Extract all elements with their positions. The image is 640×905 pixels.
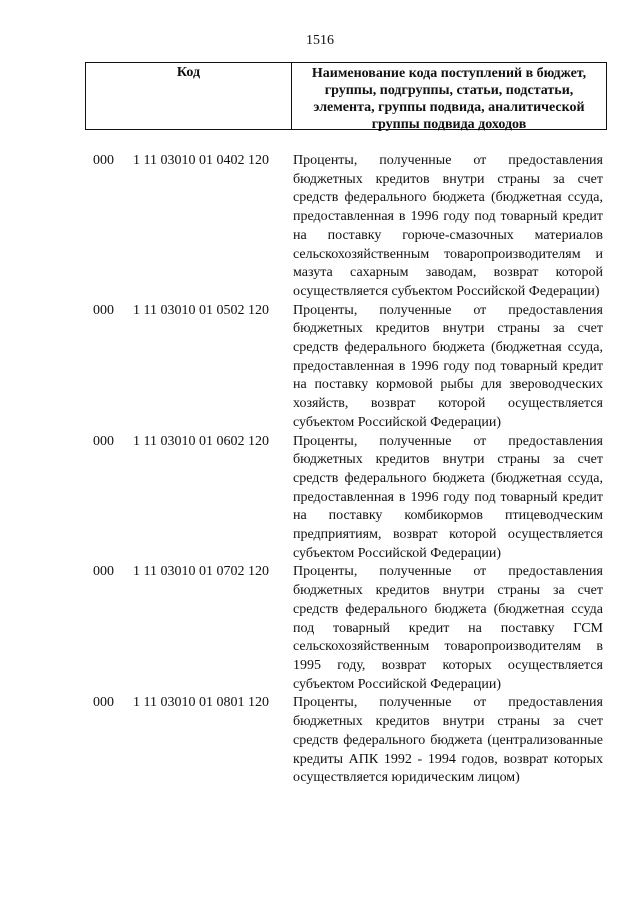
page-number: 1516 [306, 33, 334, 48]
entry-row [0, 694, 640, 788]
entry-code: 1 11 03010 01 0602 120 [133, 433, 269, 449]
entry-prefix: 000 [93, 695, 114, 711]
entry-code: 1 11 03010 01 0402 120 [133, 153, 269, 168]
entry-description: Проценты, полученные от предоставления бюджетных кредитов внутри страны за счет средств федерального бюджета (бюджетная ссуда, предоставленная в 1996 году под товарный кредит на поставку кормовой рыбы для звероводческих хозяйств, возврат которой осуществляется субъектом Российской Федерации) [293, 302, 603, 430]
entry-prefix: 000 [93, 302, 114, 318]
entry-prefix: 000 [93, 433, 114, 449]
header-code-label: Код [176, 65, 201, 80]
header-name-label: Наименование кода поступлений в бюджет, группы, подгруппы, статьи, подстатьи, элемента, группы подвида, аналитической группы подвида доходов [311, 66, 587, 132]
entry-row [0, 433, 640, 564]
entry-description: Проценты, полученные от предоставления бюджетных кредитов внутри страны за счет средств федерального бюджета (бюджетная ссуда, предоставленная в 1996 году под товарный кредит на поставку горюче-смазочных материалов сельскохозяйственным товаропроизводителям и мазута сахарным заводам, возврат которой осуществляется субъектом Российской Федерации) [293, 153, 603, 299]
entry-row [0, 302, 640, 433]
entry-prefix: 000 [93, 153, 114, 168]
entry-code: 1 11 03010 01 0702 120 [133, 564, 269, 580]
entry-description: Проценты, полученные от предоставления бюджетных кредитов внутри страны за счет средств федерального бюджета (бюджетная ссуда, предоставленная в 1996 году под товарный кредит на поставку комбикормов птицеводческим предприятиям, возврат которой осуществляется субъектом Российской Федерации) [293, 433, 603, 561]
entry-code: 1 11 03010 01 0502 120 [133, 302, 269, 318]
column-divider [291, 63, 292, 129]
entry-row [0, 563, 640, 694]
entry-code: 1 11 03010 01 0801 120 [133, 695, 269, 711]
entry-description: Проценты, полученные от предоставления бюджетных кредитов внутри страны за счет средств федерального бюджета (централизованные кредиты АПК 1992 - 1994 годов, возврат которых осуществляется юридическим лицом) [293, 695, 603, 786]
entry-prefix: 000 [93, 564, 114, 580]
entries-list [0, 152, 640, 788]
entry-description: Проценты, полученные от предоставления бюджетных кредитов внутри страны за счет средств федерального бюджета (бюджетная ссуда под товарный кредит на поставку ГСМ сельскохозяйственным товаропроизводителям в 1995 году, возврат которых осуществляется субъектом Российской Федерации) [293, 564, 603, 692]
table-header [85, 62, 607, 130]
entry-row [0, 152, 640, 302]
